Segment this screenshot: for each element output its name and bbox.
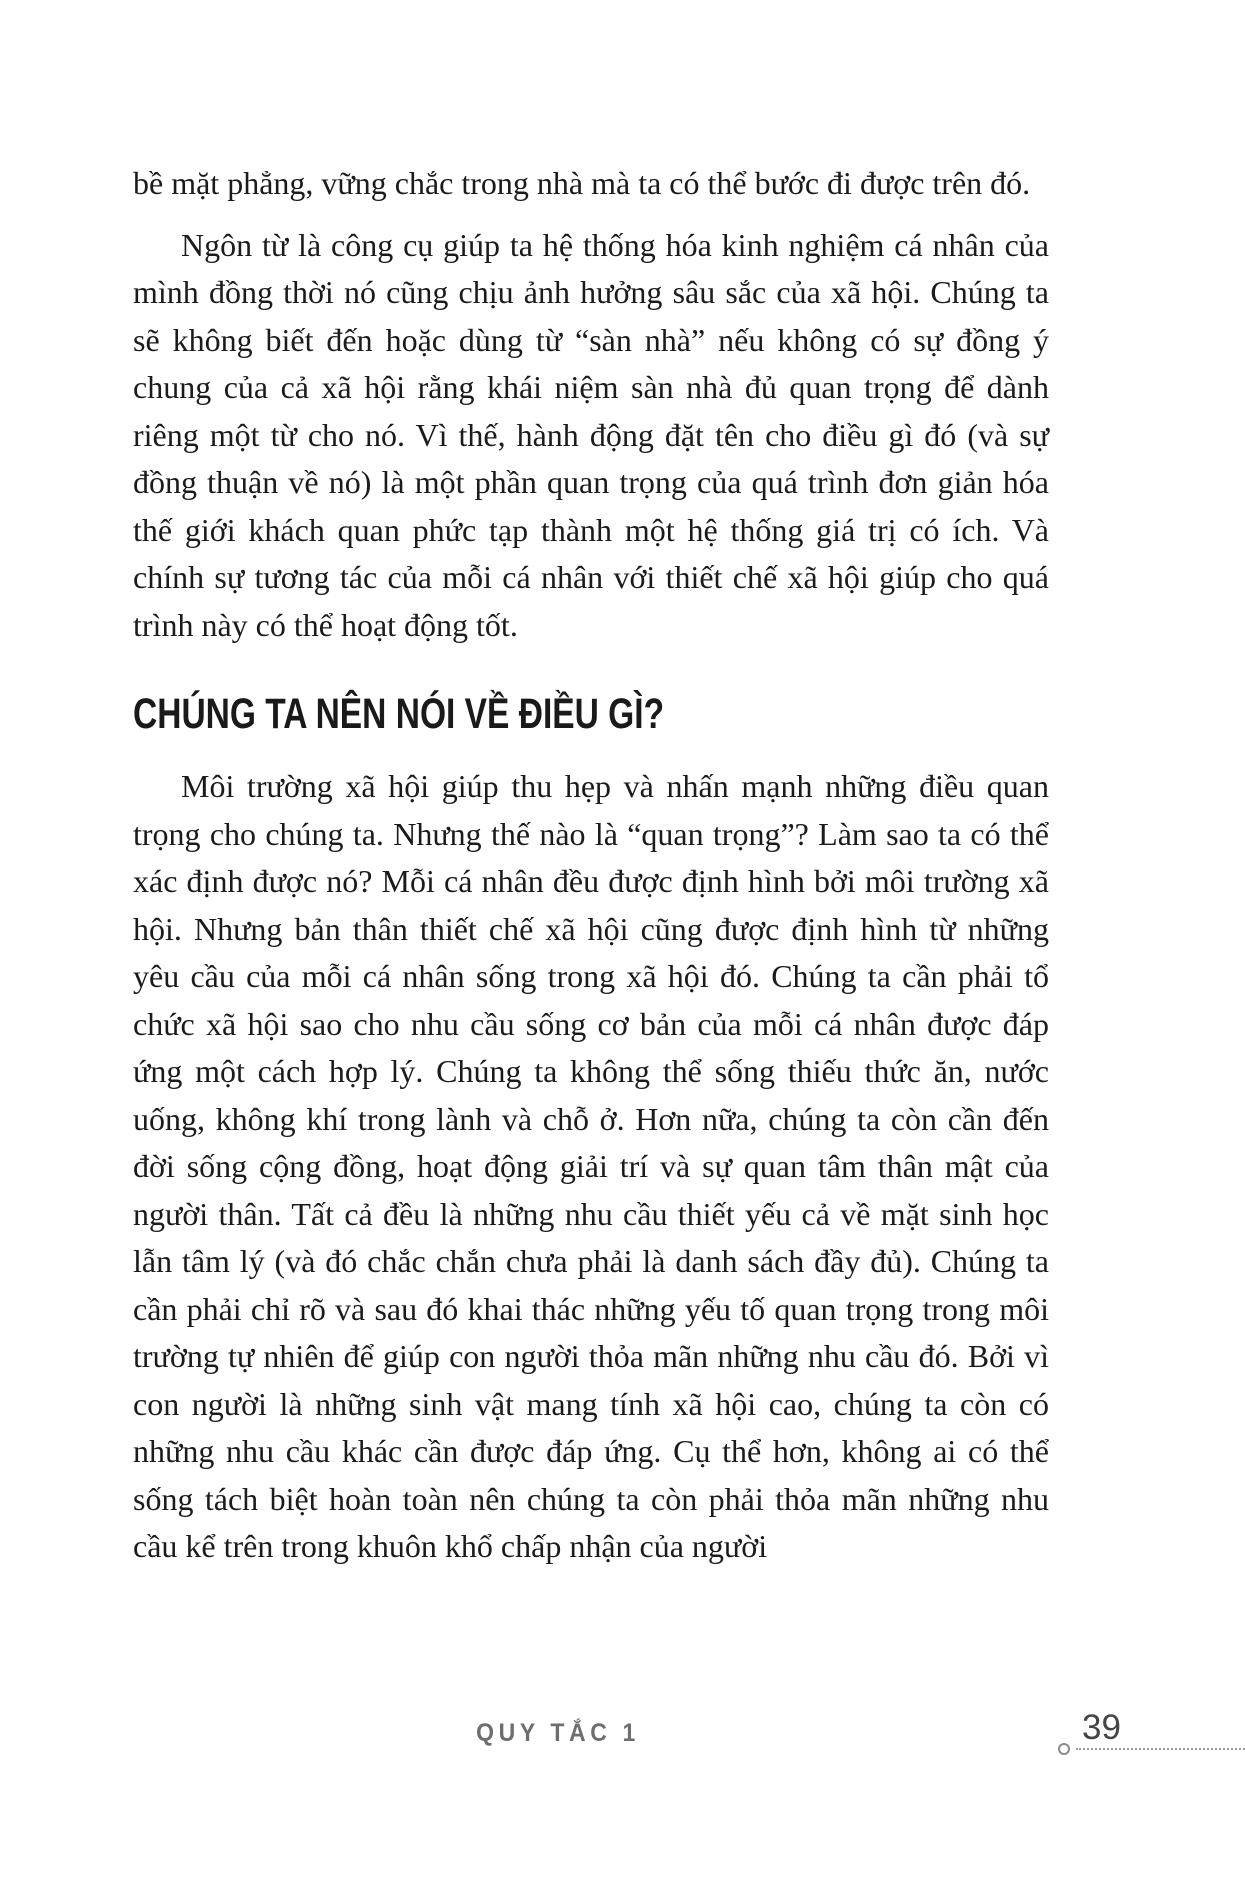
page-number: 39: [1082, 1708, 1121, 1747]
paragraph-continuation: bề mặt phẳng, vững chắc trong nhà mà ta có thể bước đi được trên đó.: [133, 165, 1031, 201]
paragraph-language-tool: Ngôn từ là công cụ giúp ta hệ thống hóa kinh nghiệm cá nhân của mình đồng thời nó cũng chịu ảnh hưởng sâu sắc của xã hội. Chúng ta sẽ không biết đến hoặc dùng từ “sàn nhà” nếu không có sự đồng ý chung của cả xã hội rằng khái niệm sàn nhà đủ quan trọng để dành riêng một từ cho nó. Vì thế, hành động đặt tên cho điều gì đó (và sự đồng thuận về nó) là một phần quan trọng của quá trình đơn giản hóa thế giới khách quan phức tạp thành một hệ thống giá trị có ích. Và chính sự tương tác của mỗi cá nhân với thiết chế xã hội giúp cho quá trình này có thể hoạt động tốt.: [133, 226, 1049, 643]
section-heading: CHÚNG TA NÊN NÓI VỀ ĐIỀU GÌ?: [133, 690, 665, 738]
footer-chapter-label: QUY TẮC 1: [476, 1719, 640, 1747]
footer-dotted-line-ornament: [1076, 1748, 1245, 1750]
footer-circle-ornament: [1058, 1743, 1070, 1755]
text-column: [133, 160, 1049, 1571]
paragraph-social-environment: Môi trường xã hội giúp thu hẹp và nhấn mạnh những điều quan trọng cho chúng ta. Nhưng thế nào là “quan trọng”? Làm sao ta có thể xác định được nó? Mỗi cá nhân đều được định hình bởi môi trường xã hội. Nhưng bản thân thiết chế xã hội cũng được định hình từ những yêu cầu của mỗi cá nhân sống trong xã hội đó. Chúng ta cần phải tổ chức xã hội sao cho nhu cầu sống cơ bản của mỗi cá nhân được đáp ứng một cách hợp lý. Chúng ta không thể sống thiếu thức ăn, nước uống, không khí trong lành và chỗ ở. Hơn nữa, chúng ta còn cần đến đời sống cộng đồng, hoạt động giải trí và sự quan tâm thân mật của người thân. Tất cả đều là những nhu cầu thiết yếu cả về mặt sinh học lẫn tâm lý (và đó chắc chắn chưa phải là danh sách đầy đủ). Chúng ta cần phải chỉ rõ và sau đó khai thác những yếu tố quan trọng trong môi trường tự nhiên để giúp con người thỏa mãn những nhu cầu đó. Bởi vì con người là những sinh vật mang tính xã hội cao, chúng ta còn có những nhu cầu khác cần được đáp ứng. Cụ thể hơn, không ai có thể sống tách biệt hoàn toàn nên chúng ta còn phải thỏa mãn những nhu cầu kể trên trong khuôn khổ chấp nhận của người: [133, 768, 1049, 1564]
